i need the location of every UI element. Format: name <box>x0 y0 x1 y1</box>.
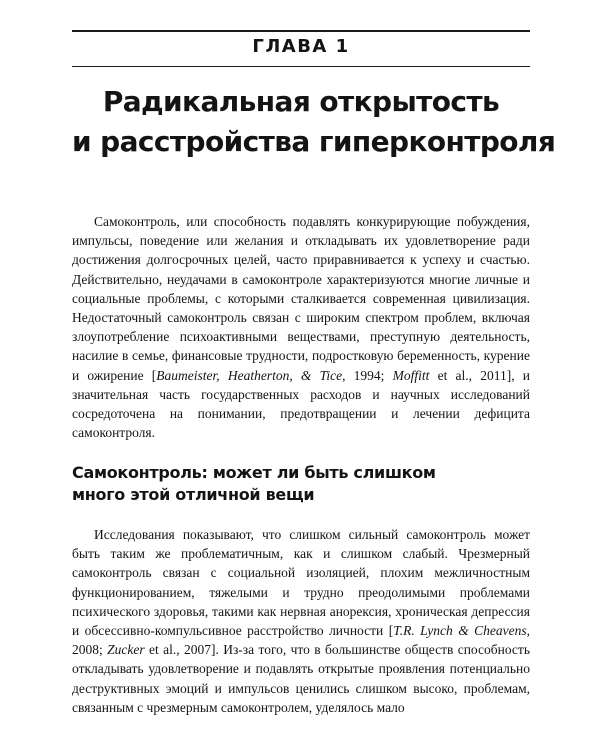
citation-lynch-year: , 2008; <box>72 623 531 658</box>
intro-paragraph <box>72 212 530 442</box>
chapter-bottom-rule <box>72 66 530 67</box>
chapter-title-line-1: Радикальная открытость <box>102 85 500 118</box>
section-paragraph <box>72 525 530 717</box>
chapter-label: ГЛАВА 1 <box>252 36 350 57</box>
citation-lynch: T.R. Lynch & Cheavens <box>393 623 527 639</box>
citation-moffitt-rest: et al., 2011 <box>429 367 507 383</box>
intro-text-main: Самоконтроль, или способность подавлять конкурирующие побуждения, импульсы, поведение или желания и откладывать их удовлетворение ради достижения долгосрочных целей, часто приравнивается к успеху и счастью. Действительно, неудачами в самоконтроле характеризуются многие личные и социальные проблемы, с которыми сталкивается современная цивилизация. Недостаточный самоконтроль связан с широким спектром проблем, включая злоупотребление психоактивными веществами, преступную деятельность, насилие в семье, финансовые трудности, подростковую беременность, курение и ожирение [ <box>72 214 530 383</box>
chapter-title <box>72 82 556 162</box>
citation-zucker: Zucker <box>107 642 145 658</box>
citation-baumeister: Baumeister, Heatherton, & Tice <box>156 367 343 383</box>
section-text-main: Исследования показывают, что слишком сильный самоконтроль может быть таким же проблематичным, как и слишком слабый. Чрезмерный самоконтроль связан с социальной изоляцией, плохим межличностным функционированием, тяжелыми и трудно преодолимыми проблемами психического здоровья, такими как нервная анорексия, хроническая депрессия и обсессивно-компульсивное расстройство личности [ <box>72 527 530 639</box>
section-heading-line-1: Самоконтроль: может ли быть слишком <box>72 463 436 482</box>
intro-text-end: ], и значительная часть государственных расходов и научных исследований сосредоточена на понимании, предотвращении и лечении дефицита самоконтроля. <box>72 367 530 441</box>
citation-moffitt: Moffitt <box>392 367 430 383</box>
section-heading <box>72 462 530 506</box>
citation-baumeister-year: , 1994; <box>342 367 393 383</box>
section-text-end: ]. Из-за того, что в большинстве обществ способность откладывать удовлетворение и подавлять открытые проявления потенциально деструктивных эмоций и импульсов ценились слишком высоко, проблемам, связанным с чрезмерным самоконтролем, уделялось мало <box>72 642 530 715</box>
section-heading-line-2: много этой отличной вещи <box>72 485 315 504</box>
citation-zucker-rest: et al., 2007 <box>144 642 211 658</box>
chapter-title-line-2: и расстройства гиперконтроля <box>72 125 556 158</box>
